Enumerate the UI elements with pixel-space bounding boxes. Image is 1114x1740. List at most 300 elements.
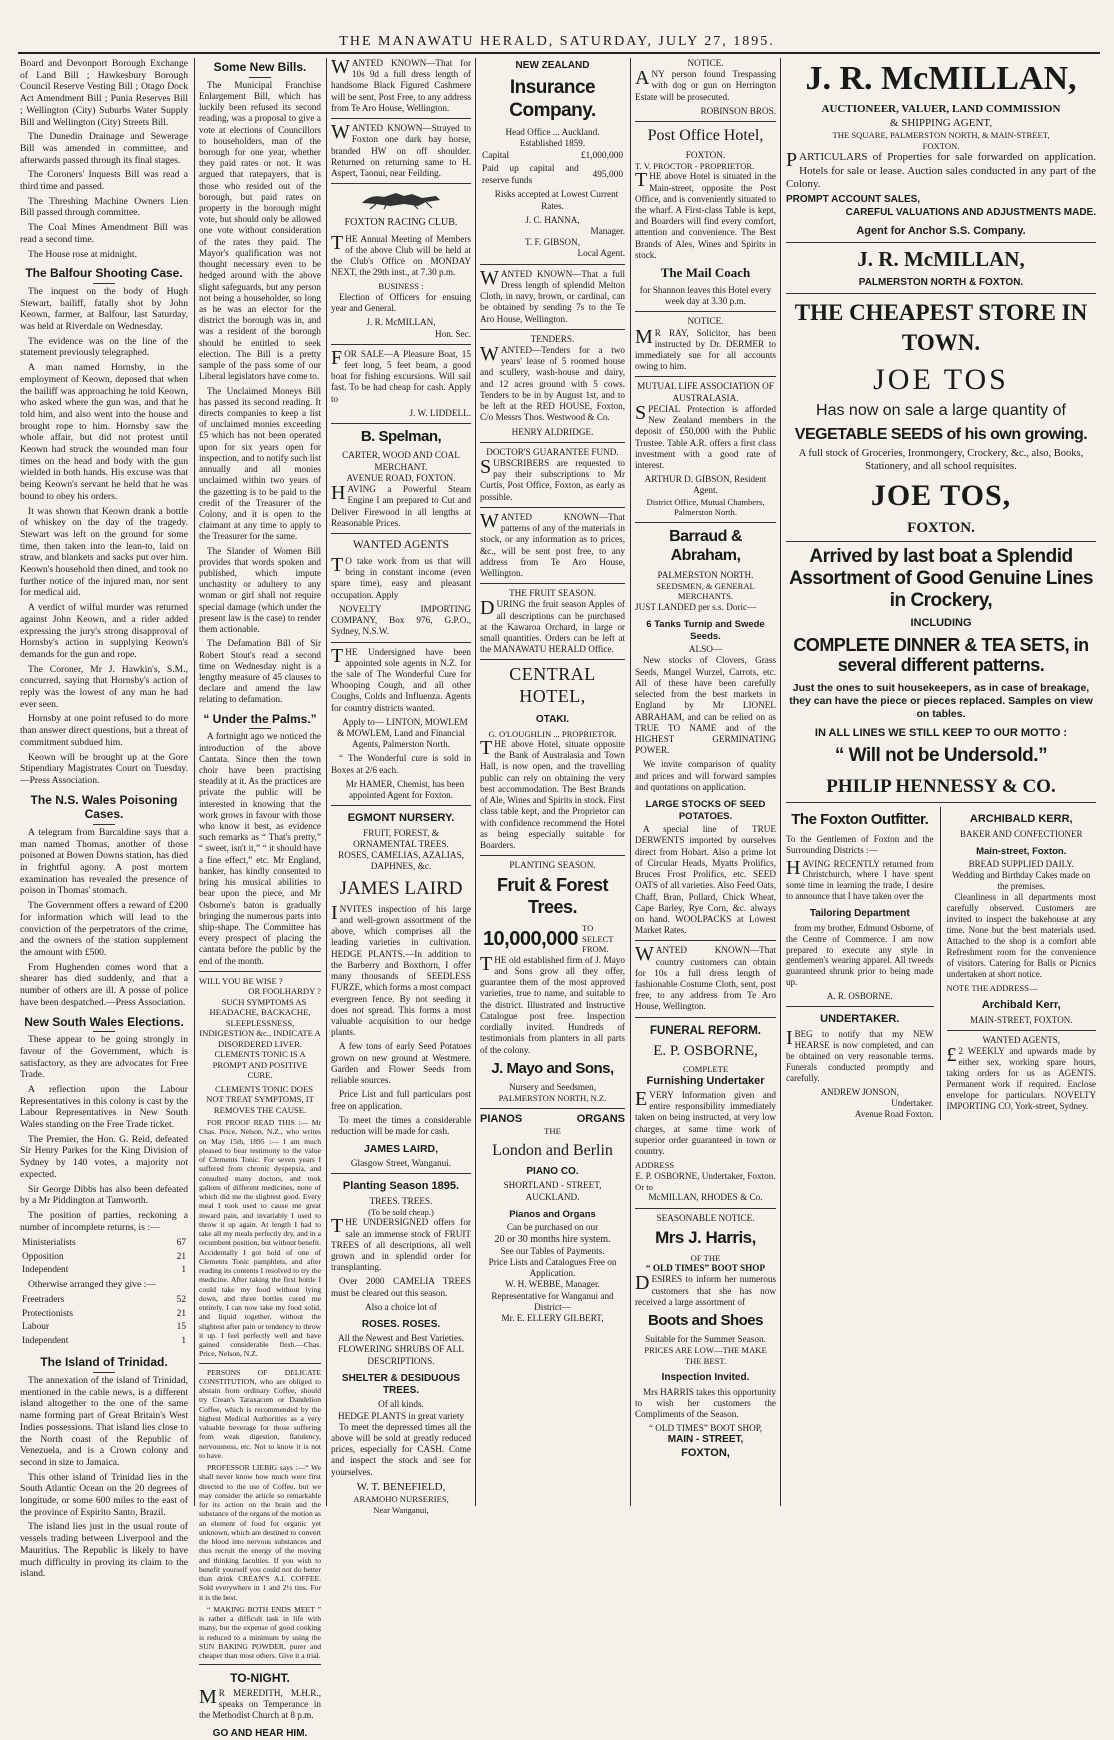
ad-text: FRUIT, FOREST, & ORNAMENTAL TREES.: [353, 827, 449, 849]
ad-heading: WANTED AGENTS,: [982, 1034, 1060, 1045]
ad-signature: W. H. WEBBE, Manager.: [505, 1279, 600, 1290]
ad-heading: “ Will not be Undersold.”: [834, 744, 1048, 766]
table-cell: Opposition: [22, 1251, 64, 1262]
ad-text: AVENUE ROAD, FOXTON.: [346, 472, 456, 483]
ad-text: MAIN-STREET, FOXTON.: [970, 1014, 1073, 1025]
ad-text: WANTED KNOWN—That patterns of any of the materials in stock, or any information as to prices, &c., will be sent post free, to any address from Te Aro House, Wellington.: [480, 509, 625, 578]
ad-text: Or to: [635, 1181, 653, 1192]
ad-heading: The Foxton Outfitter.: [791, 811, 929, 829]
news-paragraph: These appear to be going strongly in favour of the Government, which is satisfactory, as they are advocates for Free Trade.: [20, 1034, 188, 1081]
ad-text: WILL YOU BE WISE ?: [199, 975, 283, 986]
ad-text: Has now on sale a large quantity of: [816, 402, 1066, 420]
divider: [480, 264, 625, 265]
ad-text: “ MAKING BOTH ENDS MEET ” is rather a difficult task in life with many, but the expense of good cooking is reduced to a minimum by using the SUN BAKING POWDER, purer and cheaper than most others. Give it a trial.: [199, 1604, 321, 1661]
divider: [480, 442, 625, 443]
ad-text: PARTICULARS of Properties for sale forwarded on application. Hotels for sale or lease. Auction sales conducted in any part of the Colony.: [786, 149, 1096, 191]
divider: [480, 659, 625, 660]
table-cell: 67: [176, 1238, 186, 1249]
ad-heading: TENDERS.: [530, 333, 575, 344]
ad-heading: EGMONT NURSERY.: [347, 812, 455, 825]
divider: [331, 533, 471, 534]
ad-heading: The Mail Coach: [660, 265, 751, 281]
article-heading: The Island of Trinidad.: [40, 1355, 168, 1370]
ad-text: New stocks of Clovers, Grass Seeds, Mangel Wurzel, Carrots, etc. All of these have been carefully selected from the best markets in England by Mr LIONEL ABRAHAM, and can be relied on as TRUE TO NAME and of the HIGHEST GERMINATING POWER.: [635, 655, 776, 756]
news-paragraph: The island lies just in the usual route of vessels trading between Liverpool and the Mauritius. The Republic is likely to have much difficulty in proving its claim to the island.: [20, 1521, 188, 1580]
divider: [786, 802, 1096, 803]
ad-text: THE: [544, 1126, 561, 1137]
ad-text: Election of Officers for ensuing year and General.: [331, 291, 471, 314]
ad-heading: Inspection Invited.: [661, 1372, 750, 1384]
ad-text: OR FOOLHARDY ?: [248, 986, 321, 997]
news-paragraph: Hornsby at one point refused to do more than answer direct questions, but a threat of commitment subdued him.: [20, 713, 188, 748]
table-cell: Paid up capital and reserve funds: [482, 164, 579, 186]
ad-text: GO AND HEAR HIM.: [212, 1727, 308, 1739]
table-cell: 52: [176, 1295, 186, 1306]
ad-text: BAKER AND CONFECTIONER: [959, 828, 1083, 839]
ad-text: Agent for Anchor S.S. Company.: [856, 224, 1026, 237]
ad-text: WANTED KNOWN—Strayed to Foxton one dark bay horse, branded HW on off shoulder. Returned on returning same to H. Aspert, Taonui, near Feilding.: [331, 121, 471, 178]
ad-headline-row: [480, 923, 625, 954]
article-heading: “ Under the Palms.”: [203, 711, 317, 726]
ad-headline-row: [480, 1113, 625, 1126]
ad-text: CARTER, WOOD AND COAL MERCHANT.: [342, 450, 460, 472]
divider: [786, 1006, 934, 1007]
divider: [331, 805, 471, 806]
ad-text: FOXTON,: [681, 1446, 730, 1459]
ad-text: IN ALL LINES WE STILL KEEP TO OUR MOTTO :: [814, 726, 1068, 739]
ad-text: OTAKI.: [535, 714, 570, 726]
ad-text: THE above Hotel is situated in the Main-street, opposite the Post Office, and is conveniently situated to the wharf. A First-class Table is kept, and Boarders will find every comfort, attention and convenience. The Best Brands of Ales, Wines and Spirits in stock.: [635, 169, 776, 260]
ad-signature: ROBINSON BROS.: [700, 105, 776, 116]
ad-text: AUCTIONEER, VALUER, LAND COMMISSION: [821, 103, 1061, 116]
ad-text: from my brother, Edmund Osborne, of the Centre of Commerce. I am now prepared to execute any style in gentlemen's wearing apparel. All tweeds guaranteed shrunk prior to being made up.: [786, 922, 934, 988]
ad-text: Over 2000 CAMELIA TREES must be cleared out this season.: [331, 1276, 471, 1298]
ad-heading: THE FRUIT SEASON.: [509, 588, 596, 599]
ad-heading: MUTUAL LIFE ASSOCIATION OF AUSTRALASIA.: [637, 381, 774, 403]
ad-text: HAVING RECENTLY returned from Christchurch, where I have spent some time in learning the trade, I desire to announce that I have taken over the: [786, 856, 934, 902]
divider: [635, 522, 776, 523]
divider: [635, 376, 776, 377]
ad-text: FLOWERING SHRUBS OF ALL DESCRIPTIONS.: [338, 1344, 464, 1366]
ad-heading: JOE TOS,: [870, 478, 1012, 512]
kerr-ad: [947, 807, 1097, 1119]
table-cell: Independent: [22, 1335, 69, 1346]
ad-signature: HENRY ALDRIDGE.: [511, 426, 594, 437]
divider: [480, 329, 625, 330]
ad-heading: WANTED AGENTS: [352, 538, 450, 551]
ad-text: PIANO CO.: [526, 1166, 579, 1178]
ad-heading: Planting Season 1895.: [342, 1180, 460, 1193]
outfitter-ad: [786, 807, 934, 1119]
column-rule: [630, 58, 631, 1506]
ad-text: E. P. OSBORNE, Undertaker, Foxton.: [635, 1170, 776, 1181]
ad-text: To meet the depressed times all the above will be sold at greatly reduced prices, especially for CASH. Come and inspect the stock and see for yourselves.: [331, 1421, 471, 1477]
ad-text: PERSONS OF DELICATE CONSTITUTION, who are obliged to abstain from ordinary Coffee, should try Crean's Taraxacum or Dandelion Coffee, which is recommended by the highest Medical Authorities as a very valuable beverage for those suffering from weak digestion, flatulency, nervousness, etc. Not to know it is not to have.: [199, 1367, 321, 1460]
news-paragraph: It was shown that Keown drank a bottle of whiskey on the day of the tragedy. Stewart was left on the ground for some time, then taken into the lean-to, laid on straw, and blankets and sacks put over him. Keown's household then dined, and took no further notice of the injured man, nor sent for medical aid.: [20, 505, 188, 599]
table-row: [22, 1238, 186, 1249]
ad-text: A few tons of early Seed Potatoes grown on new ground at Westmere. Garden and Flower Seeds from reliable sources.: [331, 1041, 471, 1086]
ad-heading: Boots and Shoes: [647, 1311, 763, 1329]
article-heading: TO-NIGHT.: [230, 1671, 290, 1686]
table-row: [22, 1309, 186, 1320]
news-paragraph: The Threshing Machine Owners Lien Bill passed through committee.: [20, 195, 188, 219]
ad-text: FOXTON.: [685, 149, 726, 160]
ad-text: Price Lists and Catalogues Free on Application.: [488, 1257, 617, 1279]
divider: [249, 77, 271, 78]
ad-text: HEDGE PLANTS in great variety: [337, 1410, 465, 1421]
ad-heading: Arrived by last boat a Splendid Assortment of Good Genuine Lines in Crockery,: [789, 545, 1093, 611]
ad-heading: DOCTOR'S GUARANTEE FUND.: [486, 446, 619, 457]
divider: [635, 940, 776, 941]
ad-signature: T. F. GIBSON,: [525, 237, 580, 248]
ad-text: (To be sold cheap.): [368, 1206, 434, 1217]
ad-signature: ANDREW JONSON,: [820, 1086, 899, 1097]
ad-text: £2 WEEKLY and upwards made by either sex, working spare hours, taking orders for us as AGENTS. Permanent work if required. Enclose envelope for particulars. NOVELTY IMPORTING CO, York-street, Sydney.: [946, 1043, 1096, 1111]
ad-heading: THE CHEAPEST STORE IN TOWN.: [794, 300, 1088, 355]
table-cell: 21: [176, 1251, 186, 1262]
news-paragraph: A telegram from Barcaldine says that a man named Thomas, another of those poisoned at Bowen Downs station, has died in frightful agony. A post mortem examination has revealed the presence of poison in Thomas' stomach.: [20, 826, 188, 897]
ad-text: Near Wanganui,: [373, 1504, 429, 1515]
column-rule: [326, 58, 327, 1506]
ad-text: District Office, Mutual Chambers, Palmerston North.: [646, 496, 765, 518]
news-paragraph: The Coal Mines Amendment Bill was read a second time.: [20, 222, 188, 245]
ad-text: TO take work from us that will bring in constant income (even spare time), easy and pleasant occupation. Apply: [331, 553, 471, 600]
news-paragraph: A reflection upon the Labour Representatives in this colony is cast by the Labour Representatives in New South Wales standing on the Free Trade ticket.: [20, 1083, 188, 1131]
ad-text: SPECIAL Protection is afforded New Zealand members in the deposit of £50,000 with the Public Trustee. Table A.R. offers a first class investment with a good rate of interest.: [635, 401, 776, 470]
ad-text: SEEDSMEN, & GENERAL MERCHANTS.: [656, 580, 755, 602]
ad-text: See our Tables of Payments.: [500, 1245, 605, 1256]
ad-text: Wedding and Birthday Cakes made on the premises.: [952, 870, 1091, 892]
ad-text: WANTED KNOWN—That a full Dress length of splendid Melton Cloth, in navy, brown, or cardinal, can be obtained by sending 7s to the Te Aro House, Wellington.: [480, 266, 625, 324]
ad-heading: NOTICE.: [687, 58, 724, 68]
ad-signature: J. W. LIDDELL.: [409, 407, 471, 418]
ad-signature: ARTHUR D. GIBSON, Resident Agent.: [644, 474, 767, 496]
ad-text: for Shannon leaves this Hotel every week day at 3.30 p.m.: [639, 284, 772, 307]
ad-text: Glasgow Street, Wanganui.: [350, 1157, 452, 1168]
ad-heading: London and Berlin: [492, 1141, 613, 1159]
news-paragraph: The House rose at midnight.: [28, 248, 137, 260]
column-3: [331, 56, 471, 1515]
ad-text: INVITES inspection of his large and well-grown assortment of the above, which comprises all the leading varieties in cultivation. HEDGE PLANTS.—In addition to the Barberry and Boxthorn, I offer many thousands of SEEDLESS FURZE, which forms a most compact evergreen fence. By not seeding it does not spread. This forms a most valuable acquisition to our hedge plants.: [331, 901, 471, 1038]
ad-text: THE Undersigned have been appointed sole agents in N.Z. for the sale of The Wonderful Cure for Whooping Cough, and all other Coughs, Colds and Influenza. Agents for country districts wanted.: [331, 644, 471, 713]
ad-text: Can be purchased on our: [506, 1222, 599, 1233]
ad-text: Risks accepted at Lowest Current Rates.: [494, 189, 619, 211]
ad-signature: Mr. E. ELLERY GILBERT,: [501, 1313, 604, 1324]
ad-text: SUCH SYMPTOMS AS HEADACHE, BACKACHE, SLEEPLESSNESS, INDIGESTION &c., INDICATE A DISORDERED LIVER. CLEMENTS TONIC IS A PROMPT AND POSITIVE CURE.: [199, 996, 321, 1081]
divider: [331, 183, 471, 184]
ad-text: Price List and full particulars post free on application.: [331, 1089, 471, 1111]
ad-text: FOXTON.: [907, 519, 975, 536]
news-paragraph: The evidence was on the line of the statement previously telegraphed.: [20, 335, 188, 359]
ad-text: ROSES, CAMELIAS, AZALIAS, DAPHNES, &c.: [338, 850, 464, 872]
article-heading: New South Wales Elections.: [24, 1014, 184, 1029]
ad-heading: JAMES LAIRD: [339, 877, 463, 899]
ad-text: A full stock of Groceries, Ironmongery, Crockery, &c., also, Books, Stationery, and all school requisites.: [798, 448, 1084, 473]
ad-text: TO SELECT FROM.: [582, 923, 614, 955]
news-paragraph: Sir George Dibbs has also been defeated by a Mr Piddington at Tamworth.: [20, 1183, 188, 1207]
divider: [199, 1664, 321, 1665]
divider: [635, 121, 776, 122]
capital-table: [480, 149, 625, 189]
ad-text: “ The Wonderful cure is sold in Boxes at 2/6 each.: [331, 753, 471, 775]
divider: [199, 1363, 321, 1364]
ad-heading: J. R. McMILLAN,: [857, 247, 1025, 272]
racehorse-illustration: [331, 188, 471, 213]
masthead: THE MANAWATU HERALD, SATURDAY, JULY 27, 1895.: [339, 34, 775, 49]
ad-text: THE UNDERSIGNED offers for sale an immense stock of FRUIT TREES of all descriptions, all well grown and in splendid order for transplanting.: [331, 1215, 471, 1273]
ad-text: ARAMOHO NURSERIES,: [353, 1494, 449, 1505]
ad-text: SUBSCRIBERS are requested to pay their subscriptions to Mr Curtis, Post Office, Foxton, as early as possible.: [480, 455, 625, 502]
news-paragraph: Board and Devonport Borough Exchange of Land Bill ; Hawkesbury Borough Council Reserve Vesting Bill ; Otago Dock Act Amendment Bill ; Punia Reserves Bill ; Wellington (City) Suburbs Water Supply Bill and Wellington (City) Streets Bill.: [20, 58, 188, 128]
ad-text: THE above Hotel, situate opposite the Bank of Australasia and Town Hall, is now open, and the travelling public can rely on obtaining the very best accommodation. The Best Brands of Ale, Wines and Spirits in stock. First class table kept, and the Proprietor can with confidence recommend the Hotel as being especially suitable for Boarders.: [480, 737, 625, 851]
divider: [199, 971, 321, 972]
news-paragraph: The Defamation Bill of Sir Robert Stout's read a second time on Wednesday night is a lengthy measure of 45 clauses to declare and amend the law relating to defamation.: [199, 638, 321, 705]
ad-text: PALMERSTON NORTH, N.Z.: [498, 1093, 607, 1104]
divider: [480, 855, 625, 856]
ad-text: Just the ones to suit housekeepers, as in case of breakage, they can have the piece or pieces replaced. Samples on view on tables.: [789, 682, 1093, 720]
ad-text: Head Office ... Auckland.: [505, 126, 600, 137]
ad-text: IBEG to notify that my NEW HEARSE is now completed, and can be obtained on very reasonable terms. Funerals conducted promptly and carefully.: [786, 1026, 934, 1083]
ad-text: SHORTLAND - STREET,: [503, 1180, 602, 1191]
ad-text: T. V. PROCTOR - PROPRIETOR.: [635, 160, 755, 171]
ad-text: PROMPT ACCOUNT SALES,: [786, 194, 921, 206]
news-paragraph: A verdict of wilful murder was returned against John Keown, and a rider added expressing the jury's strong disapproval of Hornsby's action in supplying Keown's demands for the gun and rope.: [20, 602, 188, 660]
ad-heading: 10,000,000: [482, 927, 579, 950]
ad-heading: J. R. McMILLAN,: [805, 60, 1077, 97]
ad-text: WANTED KNOWN—That for 10s 9d a full dress length of handsome Black Figured Cashmere will be sent, Post Free, to any address from Te Aro House, Wellington.: [331, 56, 471, 113]
ad-text: FOR PROOF READ THIS :— Mr Chas. Price, Nelson, N.Z., who writes on May 15th, 1895 :— I am much pleased to bear testimony to the value of Clements Tonic. For seven years I suffered from chronic dyspepsia, and consulted many doctors, and took gallons of different medicines, none of which did me the slightest good. Every meal I took used to cause me great inward pain, and invariably I used to throw it up again. At length I had to take all my meals perfectly dry, and in a recumbent position, but without benefit. Accidentally I got hold of one of Clements Tonic pamphlets, and after reading its contents I resolved to try the medicine. After taking the first bottle I could take my food without lying down, and three bottles cured me entirely. I can now take my food solid, and liquid together, without the slightest after pain or tendency to throw it up. I feel perfectly well and have gained considerable flesh.—Chas. Price, Nelson, N.Z.: [199, 1118, 321, 1359]
ad-signature: J. C. HANNA,: [525, 214, 580, 225]
table-cell: 495,000: [592, 170, 623, 181]
ad-text: FOXTON.: [922, 140, 960, 151]
divider: [331, 118, 471, 119]
column-1: [20, 58, 188, 1580]
column-rule: [780, 58, 781, 1506]
ad-heading: JOE TOS: [873, 362, 1009, 396]
election-table: [20, 1236, 188, 1278]
divider: [93, 283, 115, 284]
ad-text: Established 1859.: [519, 137, 586, 148]
ad-signature: W. T. BENEFIELD,: [356, 1480, 446, 1493]
table-cell: 1: [181, 1335, 186, 1346]
table-cell: Freetraders: [22, 1295, 65, 1306]
ad-text: We invite comparison of quality and prices and will forward samples and quotations on application.: [635, 759, 776, 792]
ad-heading: Furnishing Undertaker: [646, 1074, 765, 1087]
divider: [331, 642, 471, 643]
bottom-ad-row: [786, 807, 1096, 1119]
ad-signature: Archibald Kerr,: [981, 999, 1061, 1012]
ad-text: THE old established firm of J. Mayo and Sons grow all they offer, guarantee them of the most approved varieties, true to name, and suitable to the district. Illustrated and Instructive Catalogue post free. Inspection cordially invited. Hundreds of testimonials from planters in all parts of the colony.: [480, 952, 625, 1055]
ad-text: “ OLD TIMES” BOOT SHOP: [645, 1263, 766, 1274]
ad-heading: ARCHIBALD KERR,: [969, 813, 1073, 826]
ad-text: 20 or 30 months hire system.: [494, 1233, 611, 1245]
ad-text: ANY person found Trespassing with dog or gun on Herrington Estate will be prosecuted.: [635, 67, 776, 102]
ad-text: THE Annual Meeting of Members of the above Club will be held at the Club's Office on MONDAY NEXT, the 29th inst., at 7.30 p.m.: [331, 231, 471, 278]
ad-text: Suitable for the Summer Season.: [645, 1334, 766, 1345]
ad-text: Undertaker.: [891, 1097, 934, 1108]
ad-heading: NOTICE.: [687, 316, 724, 327]
column-6: [786, 58, 1096, 1508]
ad-text: JUST LANDED per s.s. Doric—: [635, 601, 757, 612]
ad-text: ALSO—: [688, 644, 723, 655]
ad-heading: PLANTING SEASON.: [509, 860, 596, 871]
ad-text: All the Newest and Best Varieties.: [338, 1333, 464, 1344]
ad-signature: J. R. McMILLAN,: [366, 317, 436, 328]
news-paragraph: A man named Hornsby, in the employment of Keown, deposed that when the bailiff was approaching he told Keown, who asked where the gun was, and that he told him, and also went into the house and brought rope to him. Hornsby saw the whole affair, but did not protest until Keown had struck the wounded man four times on the head and body with the gun wielded in both hands. His excuse was that being Keown's servant he held that he was bound to obey his orders.: [20, 362, 188, 502]
ad-signature: JAMES LAIRD,: [363, 1143, 439, 1156]
ad-heading: J. Mayo and Sons,: [491, 1059, 614, 1077]
ad-text: Mrs HARRIS takes this opportunity to wish her customers the Compliments of the Season.: [635, 1386, 776, 1420]
news-paragraph: The annexation of the island of Trinidad, mentioned in the cable news, is a different island altogether to the one of the same name forming part of Great Britain's West Indies possessions. That island lies close to the North coast of the Republic of Venezuela, and is a Crown colony and second in size to Jamaica.: [20, 1374, 188, 1468]
ad-text: To the Gentlemen of Foxton and the Surrounding Districts :—: [786, 833, 934, 855]
ad-text: Pianos and Organs: [509, 1208, 596, 1220]
ad-heading: Insurance Company.: [509, 77, 596, 122]
ad-heading: Fruit & Forest Trees.: [496, 875, 608, 918]
news-paragraph: A fortnight ago we noticed the introduction of the above Cantata. Since then the town choir have been practising steadily at it. As the practices are private the public will be interested in knowing that the work grows in favour with those who know it best, as evidence such remarks as “ That's pretty,” “ sweet, isn't it,” “ it should have a fine effect,” etc. Mr England, banker, has kindly consented to bring his musical abilities to bear upon the piece, and Mr Osborne's baton is gradually bringing the numerous parts into ship-shape. The Committee has every prospect of placing the cantata before the public by the end of the month.: [199, 731, 321, 966]
masthead-rule: [18, 52, 1100, 54]
ad-heading: UNDERTAKER.: [820, 1013, 900, 1026]
news-paragraph: The position of parties, reckoning a number of incomplete returns, is :—: [20, 1209, 188, 1233]
table-cell: Protectionists: [22, 1308, 74, 1319]
ad-heading: ROSES. ROSES.: [361, 1319, 441, 1331]
divider: [480, 1108, 625, 1109]
ad-text: THE SQUARE, PALMERSTON NORTH, & MAIN-STREET,: [832, 130, 1050, 141]
ad-text: Apply to— LINTON, MOWLEM & MOWLEM, Land and Financial Agents, Palmerston North.: [337, 716, 468, 750]
table-cell: Independent: [22, 1265, 69, 1276]
ad-text: EVERY Information given and entire responsibility immediately taken on being instructed, at very low charges, at same time work of superior order guaranteed in town or country.: [635, 1087, 776, 1156]
article-heading: The N.S. Wales Poisoning Cases.: [30, 792, 178, 822]
ad-text: CLEMENTS TONIC DOES NOT TREAT SYMPTOMS, IT REMOVES THE CAUSE.: [206, 1083, 314, 1115]
ad-text: MR MEREDITH, M.H.R., speaks on Temperance in the Methodist Church at 8 p.m.: [199, 1686, 321, 1721]
divider: [635, 1017, 776, 1018]
ad-heading: SHELTER & DESIDUOUS TREES.: [341, 1372, 461, 1397]
ad-heading: Barraud & Abraham,: [669, 527, 742, 565]
divider: [635, 311, 776, 312]
ad-text: PALMERSTON NORTH.: [657, 569, 754, 580]
divider: [480, 583, 625, 584]
ad-text: G. O'LOUGHLIN ... PROPRIETOR.: [488, 728, 617, 739]
ad-heading: FUNERAL REFORM.: [650, 1024, 761, 1037]
news-paragraph: The Coroners' Inquests Bill was read a third time and passed.: [20, 169, 188, 193]
ad-text: Cleanliness in all departments most carefully observed. Customers are invited to inspect the bakehouse at any time. None but the best materials used. Attached to the shop is a comfort able Refreshment room for the convenience of visitors. Catering for Balls or Picnics undertaken at short notice.: [946, 892, 1096, 979]
article-heading: The Balfour Shooting Case.: [25, 266, 183, 281]
ad-text: “ OLD TIMES” BOOT SHOP,: [648, 1423, 763, 1434]
divider: [331, 1173, 471, 1174]
divider: [93, 1372, 115, 1373]
ad-text: PROFESSOR LIEBIG says :—“ We shall never know how much were first directed to the use of Coffee, but we may consider the article so remarkable for its action on the brain and the substance of the organs of the motion as an element of food for organic yet unknown, which are destined to convert the blood into nervous substances and thus recruit the energy of the moving and thinking faculties. If you wish to benefit yourself you could not do better than drink CREAN'S A.I. COFFEE. Sold everywhere in 1 and 2½ tins. For it is the best.: [199, 1463, 321, 1602]
ad-signature: Hon. Sec.: [435, 328, 471, 339]
ad-heading: B. Spelman,: [360, 428, 442, 446]
column-rule: [475, 58, 476, 1506]
ad-text: BUSINESS :: [378, 281, 424, 292]
news-paragraph: The Slander of Women Bill provides that words spoken and published, which impute unchastity or adultery to any woman or girl shall not require special damage (which under the present law is the case) to render them actionable.: [199, 545, 321, 635]
ad-heading: LARGE STOCKS OF SEED POTATOES.: [645, 799, 766, 822]
table-row: [22, 1265, 186, 1276]
news-paragraph: Otherwise arranged they give :—: [28, 1278, 156, 1290]
ad-heading: COMPLETE DINNER & TEA SETS, in several different patterns.: [793, 634, 1089, 676]
news-paragraph: Keown will be brought up at the Gore Stipendiary Magistrates Court on Tuesday.—Press Association.: [20, 751, 188, 786]
election-table-2: [20, 1293, 188, 1349]
ad-text: MR RAY, Solicitor, has been instructed by Dr. DERMER to immediately sue for all accounts owing to him.: [635, 325, 776, 372]
table-cell: 1: [181, 1265, 186, 1276]
news-paragraph: The Premier, the Hon. G. Reid, defeated Sir Henry Parkes for the King Division of Sydney by 140 votes, a majority not expected.: [20, 1133, 188, 1180]
divider: [93, 824, 115, 825]
ad-heading: VEGETABLE SEEDS of his own growing.: [794, 425, 1088, 443]
ad-text: Local Agent.: [577, 248, 625, 259]
news-paragraph: This other island of Trinidad lies in the South Atlantic Ocean on the 20 degrees of longitude, or some 600 miles to the east of the province of Espirito Santo, Brazil.: [20, 1471, 188, 1518]
ad-text: PRICES ARE LOW—THE MAKE THE BEST.: [644, 1345, 767, 1366]
ad-heading: FOXTON RACING CLUB.: [344, 217, 458, 229]
news-paragraph: The Dunedin Drainage and Sewerage Bill was amended in committee, and afterwards passed through its final stages.: [20, 131, 188, 166]
ad-heading: CENTRAL HOTEL,: [509, 664, 596, 707]
column-5: [635, 58, 776, 1508]
ad-text: Representative for Wanganui and District—: [491, 1290, 614, 1312]
ad-text: TREES. TREES.: [369, 1195, 433, 1206]
ad-heading: PHILIP HENNESSY & CO.: [826, 776, 1056, 798]
ad-text: WANTED—Tenders for a two years' lease of 5 roomed house and scullery, wash-house and dairy, and 12 acres ground with 5 cows. Tenders to be in by August 1st, and to be left at the RED HOUSE, Foxton, C/o Messrs Thos. Westwood & Co.: [480, 343, 625, 423]
table-row: [482, 164, 623, 187]
table-row: [22, 1295, 186, 1306]
ad-text: COMPLETE: [682, 1064, 729, 1075]
ad-heading: NEW ZEALAND: [515, 60, 590, 71]
ad-text: HAVING a Powerful Steam Engine I am prepared to Cut and Deliver Firewood in all lengths at Reasonable Prices.: [331, 482, 471, 528]
ad-text: Avenue Road Foxton.: [854, 1108, 934, 1119]
ad-text: ADDRESS: [635, 1160, 675, 1171]
ad-text: WANTED KNOWN—That country customers can obtain for 10s a full dress length of fashionable Costume Cloth, sent, post free, to any address from Te Aro House, Wellington.: [635, 943, 776, 1012]
divider: [249, 728, 271, 729]
ad-heading: ORGANS: [576, 1112, 625, 1125]
ad-heading: E. P. OSBORNE,: [653, 1042, 758, 1059]
divider: [93, 1031, 115, 1032]
divider: [480, 507, 625, 508]
table-row: [482, 151, 623, 162]
ad-text: Of all kinds.: [378, 1399, 424, 1410]
ad-text: To meet the times a considerable reduction will be made for cash.: [331, 1114, 471, 1136]
ad-text: NOTE THE ADDRESS—: [946, 982, 1038, 993]
ad-text: FOR SALE—A Pleasure Boat, 15 feet long, 5 feet beam, a good boat for fishing excursions. Will sail fast. To be had cheap for cash. Apply to: [331, 346, 471, 404]
table-cell: 15: [176, 1322, 186, 1333]
divider: [331, 423, 471, 424]
ad-text: A special line of TRUE DERWENTS imported by ourselves direct from Hobart. Also a prime lot of Circular Heads, Myatts Prolifics, Bruces Frost Prolifics, etc. SEED OATS of all varieties. Also Feed Oats, Chaff, Bran, Pollard, Chick Wheat, Cape Barley, Rye Corn, &c. always on hand. WOOLPACKS at Lowest Market Rates.: [635, 824, 776, 936]
news-paragraph: The Coroner, Mr J. Hawkin's, S.M., concurred, saying that Hornsby's action of reply was the lowest of any man he had ever seen.: [20, 663, 188, 710]
ad-text: Nursery and Seedsmen,: [508, 1082, 596, 1093]
ad-text: CAREFUL VALUATIONS AND ADJUSTMENTS MADE.: [845, 206, 1096, 218]
ad-text: Also a choice lot of: [365, 1301, 437, 1312]
table-row: [22, 1252, 186, 1263]
divider: [786, 293, 1096, 294]
column-4: [480, 58, 625, 1508]
ad-heading: Tailoring Department: [809, 908, 910, 920]
ad-text: MAIN - STREET,: [667, 1434, 744, 1446]
table-row: [22, 1322, 186, 1333]
ad-heading: 6 Tanks Turnip and Swede Seeds.: [646, 619, 765, 642]
table-row: [22, 1336, 186, 1347]
news-paragraph: The inquest on the body of Hugh Stewart, bailiff, fatally shot by John Keown, farmer, at Balfour, last Saturday, was held at Riverdale on Wednesday.: [20, 285, 188, 332]
table-cell: £1,000,000: [580, 150, 623, 161]
table-cell: 21: [176, 1308, 186, 1319]
ad-signature: NOVELTY IMPORTING COMPANY, Box 976, G.P.O., Sydney, N.S.W.: [331, 603, 471, 637]
news-paragraph: The Municipal Franchise Enlargement Bill, which has luckily been refused its second reading, was a proposal to give a vote at elections of Councillors to householders, man of the borough for one year, whether they paid rates or not. It was argued that ratepayers, that is those who resided out of the borough, but paid rates on property in the borough might vote, but should only be allowed one vote without consideration of the rates they paid. The Mayor's qualification was not thought necessary even to be hedged around with the above slight safeguards, but any person not being a householder, so long as he was an elector for the district the borough was in, and was a resident of the borough should be entitled to seek election. The Bill is a pretty sample of the pass some of our Liberal legislators have come to.: [199, 79, 321, 382]
divider: [786, 541, 1096, 542]
divider: [786, 242, 1096, 243]
column-2: [199, 58, 321, 1739]
ad-text: BREAD SUPPLIED DAILY.: [968, 859, 1074, 870]
ad-heading: PIANOS: [480, 1112, 523, 1125]
ad-text: PALMERSTON NORTH & FOXTON.: [858, 276, 1024, 288]
ad-text: OF THE: [690, 1252, 721, 1263]
ad-text: AUCKLAND.: [525, 1191, 580, 1202]
table-cell: Ministerialists: [22, 1238, 76, 1249]
